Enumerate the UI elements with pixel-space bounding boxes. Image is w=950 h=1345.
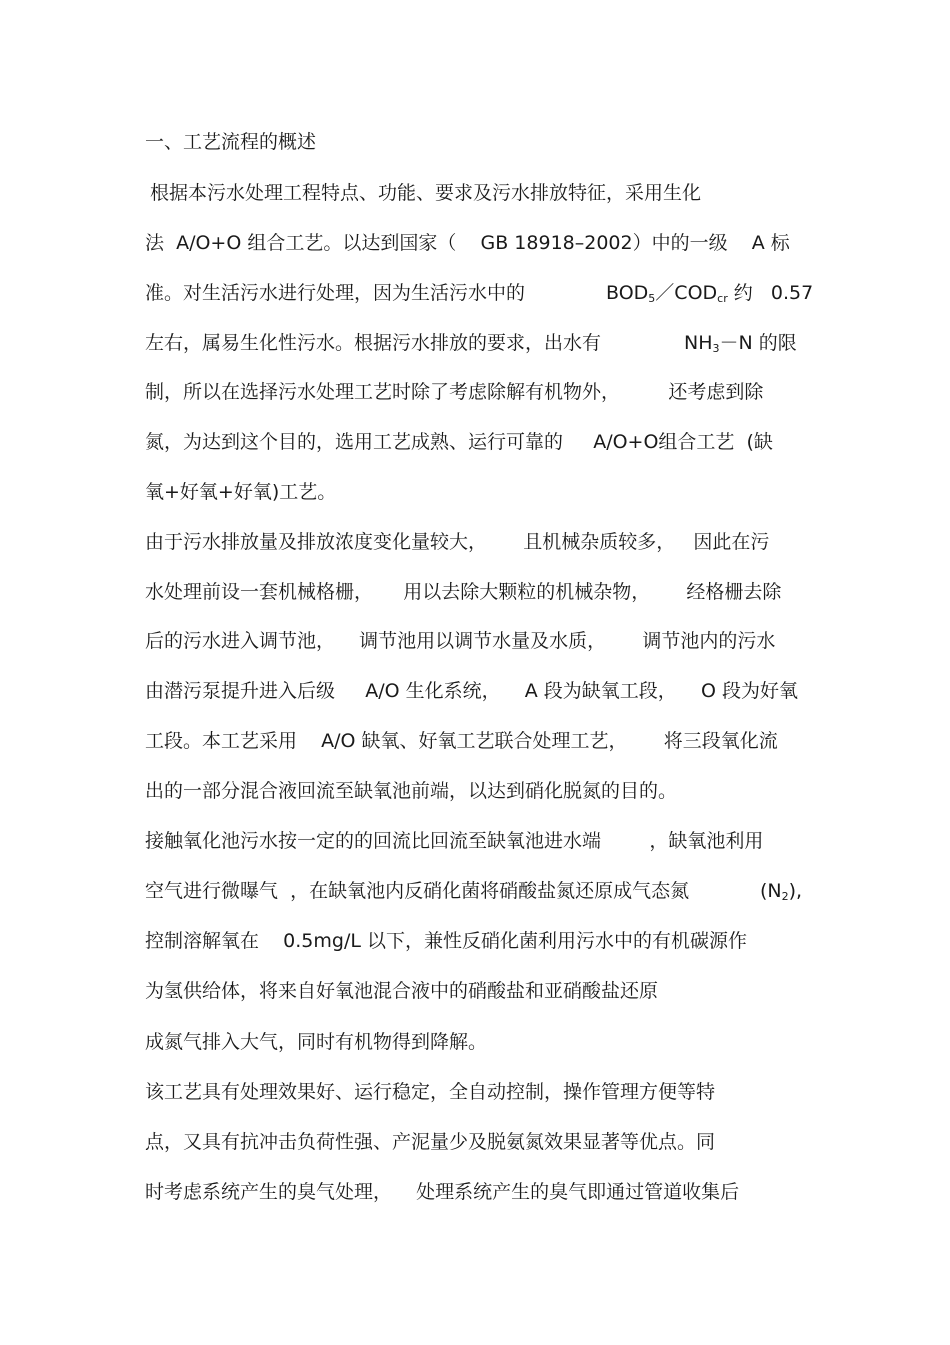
paragraph-line: 该工艺具有处理效果好、运行稳定，全自动控制，操作管理方便等特	[145, 1081, 716, 1103]
n2-formula: $(N_2)$,	[760, 880, 803, 903]
paragraph-line: 氧+好氧+好氧)工艺。	[145, 481, 337, 503]
paragraph-line: 由潜污泵提升进入后级 A/O 生化系统， A 段为缺氧工段， O 段为好氧	[145, 680, 798, 702]
paragraph-line: 出的一部分混合液回流至缺氧池前端，以达到硝化脱氮的目的。	[145, 780, 678, 802]
paragraph-line: 左右，属易生化性污水。根据污水排放的要求，出水有	[145, 332, 602, 354]
paragraph-line: 根据本污水处理工程特点、功能、要求及污水排放特征，采用生化	[150, 182, 702, 204]
paragraph-line: 为氢供给体，将来自好氧池混合液中的硝酸盐和亚硝酸盐还原	[145, 980, 659, 1002]
section-heading: 一、工艺流程的概述	[145, 131, 317, 153]
paragraph-line: 制，所以在选择污水处理工艺时除了考虑除解有机物外， 还考虑到除	[145, 381, 764, 403]
bod-cod-ratio: $BOD_5/COD_{cr}$ 约 0.57	[606, 282, 814, 305]
paragraph-line: 氮，为达到这个目的，选用工艺成熟、运行可靠的 A/O+O组合工艺 (缺	[145, 431, 773, 453]
paragraph-line: 水处理前设一套机械格栅， 用以去除大颗粒的机械杂物， 经格栅去除	[145, 581, 782, 603]
paragraph-line: 接触氧化池污水按一定的的回流比回流至缺氧池进水端 ，缺氧池利用	[145, 830, 764, 852]
paragraph-line: 后的污水进入调节池， 调节池用以调节水量及水质， 调节池内的污水	[145, 630, 776, 652]
paragraph-line: 由于污水排放量及排放浓度变化量较大， 且机械杂质较多， 因此在污	[145, 531, 770, 553]
paragraph-line: 时考虑系统产生的臭气处理， 处理系统产生的臭气即通过管道收集后	[145, 1181, 740, 1203]
paragraph-line: 空气进行微曝气 ，在缺氧池内反硝化菌将硝酸盐氮还原成气态氮	[145, 880, 690, 902]
paragraph-line: 成氮气排入大气，同时有机物得到降解。	[145, 1031, 488, 1053]
nh3-n-formula: $NH_3-N$ 的限	[684, 332, 797, 355]
paragraph-line: 点，又具有抗冲击负荷性强、产泥量少及脱氨氮效果显著等优点。同	[145, 1131, 716, 1153]
paragraph-line: 法 A/O+O 组合工艺。以达到国家（ GB 18918–2002）中的一级 A 标	[145, 232, 790, 254]
paragraph-line: 工段。本工艺采用 A/O 缺氧、好氧工艺联合处理工艺， 将三段氧化流	[145, 730, 778, 752]
paragraph-line: 控制溶解氧在 0.5mg/L 以下，兼性反硝化菌利用污水中的有机碳源作	[145, 930, 747, 952]
paragraph-line: 准。对生活污水进行处理，因为生活污水中的	[145, 282, 526, 304]
